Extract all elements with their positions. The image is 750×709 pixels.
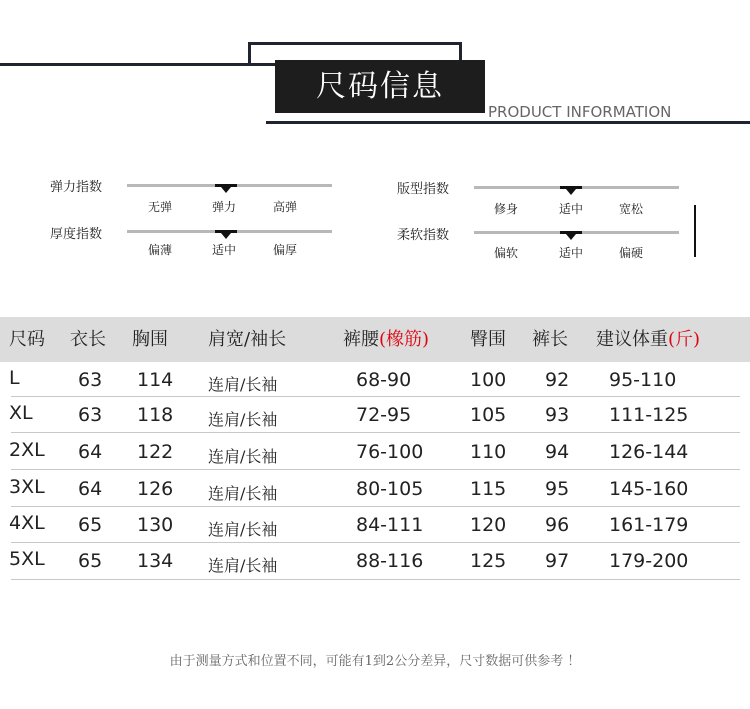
cell-size: 4XL	[9, 512, 45, 534]
scale-option: 偏厚	[273, 243, 298, 257]
scale-option: 适中	[212, 243, 237, 257]
cell-waist: 88-116	[356, 550, 424, 572]
cell-length: 63	[78, 369, 103, 391]
row-divider	[11, 396, 740, 397]
scale-option: 偏薄	[148, 243, 173, 257]
col-header-waist	[343, 317, 429, 362]
cell-waist: 76-100	[356, 441, 424, 463]
scale-option: 适中	[559, 202, 584, 216]
scale-pointer-icon	[566, 189, 576, 195]
cell-hip: 120	[470, 514, 507, 536]
col-header-chest: 胸围	[132, 329, 168, 350]
cell-length: 65	[78, 514, 103, 536]
scale-option: 偏软	[494, 246, 519, 260]
cell-size: 5XL	[9, 548, 45, 570]
index-label: 弹力指数	[50, 180, 103, 195]
scale-option: 弹力	[212, 200, 237, 214]
cell-pants-length: 92	[545, 369, 570, 391]
cell-weight: 145-160	[609, 478, 689, 500]
cell-hip: 100	[470, 369, 507, 391]
cell-waist: 80-105	[356, 478, 424, 500]
col-header-size: 尺码	[9, 329, 45, 350]
cell-pants-length: 96	[545, 514, 570, 536]
cell-pants-length: 97	[545, 550, 570, 572]
col-header-weight	[596, 317, 700, 362]
index-label: 版型指数	[397, 182, 450, 197]
row-divider	[11, 579, 740, 580]
scale-pointer-icon	[566, 234, 576, 240]
cell-waist: 72-95	[356, 404, 412, 426]
col-header-pants-length: 裤长	[532, 329, 568, 350]
cell-weight: 95-110	[609, 369, 677, 391]
cell-hip: 125	[470, 550, 507, 572]
scale-option: 无弹	[148, 200, 173, 214]
cell-hip: 115	[470, 478, 507, 500]
cell-pants-length: 94	[545, 441, 570, 463]
waist-label: 裤腰	[343, 329, 379, 350]
row-divider	[11, 542, 740, 543]
scale-pointer-icon	[221, 187, 231, 193]
header-frame-left	[248, 42, 251, 64]
scale-option: 修身	[494, 202, 519, 216]
cell-shoulder: 连肩/长袖	[208, 556, 278, 575]
cell-pants-length: 93	[545, 404, 570, 426]
cell-length: 64	[78, 478, 103, 500]
weight-label: 建议体重	[596, 329, 668, 350]
cell-chest: 126	[137, 478, 174, 500]
row-divider	[11, 506, 740, 507]
cell-size: 2XL	[9, 439, 45, 461]
cell-chest: 114	[137, 369, 174, 391]
header-frame-top	[248, 42, 462, 45]
cell-waist: 84-111	[356, 514, 424, 536]
page-subtitle: PRODUCT INFORMATION	[488, 103, 672, 121]
scale-option: 偏硬	[619, 246, 644, 260]
col-header-hip: 臀围	[470, 329, 506, 350]
cell-chest: 134	[137, 550, 174, 572]
cell-length: 65	[78, 550, 103, 572]
index-label: 厚度指数	[50, 227, 103, 242]
cell-shoulder: 连肩/长袖	[208, 520, 278, 539]
cell-waist: 68-90	[356, 369, 412, 391]
cell-chest: 118	[137, 404, 174, 426]
cell-shoulder: 连肩/长袖	[208, 375, 278, 394]
scale-pointer-icon	[221, 233, 231, 239]
cell-chest: 130	[137, 514, 174, 536]
cell-size: L	[9, 367, 20, 389]
scale-option: 高弹	[273, 200, 298, 214]
row-divider	[11, 432, 740, 433]
cell-pants-length: 95	[545, 478, 570, 500]
cell-hip: 105	[470, 404, 507, 426]
cell-shoulder: 连肩/长袖	[208, 447, 278, 466]
cell-weight: 161-179	[609, 514, 689, 536]
cell-size: XL	[9, 402, 33, 424]
waist-note: (橡筋)	[379, 329, 430, 350]
header-line-left	[0, 63, 275, 66]
header-frame-right	[459, 42, 462, 60]
header-line-bottom	[266, 121, 750, 124]
row-divider	[11, 469, 740, 470]
cell-length: 63	[78, 404, 103, 426]
weight-unit: (斤)	[668, 329, 701, 350]
cell-length: 64	[78, 441, 103, 463]
cell-weight: 126-144	[609, 441, 689, 463]
cell-shoulder: 连肩/长袖	[208, 410, 278, 429]
cell-weight: 111-125	[609, 404, 689, 426]
cell-chest: 122	[137, 441, 174, 463]
page-title: 尺码信息	[275, 60, 485, 113]
cell-size: 3XL	[9, 476, 45, 498]
index-label: 柔软指数	[397, 228, 450, 243]
side-divider	[694, 205, 696, 257]
cell-shoulder: 连肩/长袖	[208, 484, 278, 503]
cell-weight: 179-200	[609, 550, 689, 572]
measurement-note: 由于测量方式和位置不同，可能有1到2公分差异，尺寸数据可供参考 ！	[169, 654, 581, 669]
col-header-shoulder: 肩宽/袖长	[208, 329, 287, 350]
scale-option: 适中	[559, 246, 584, 260]
scale-option: 宽松	[619, 202, 644, 216]
cell-hip: 110	[470, 441, 507, 463]
col-header-length: 衣长	[70, 329, 106, 350]
